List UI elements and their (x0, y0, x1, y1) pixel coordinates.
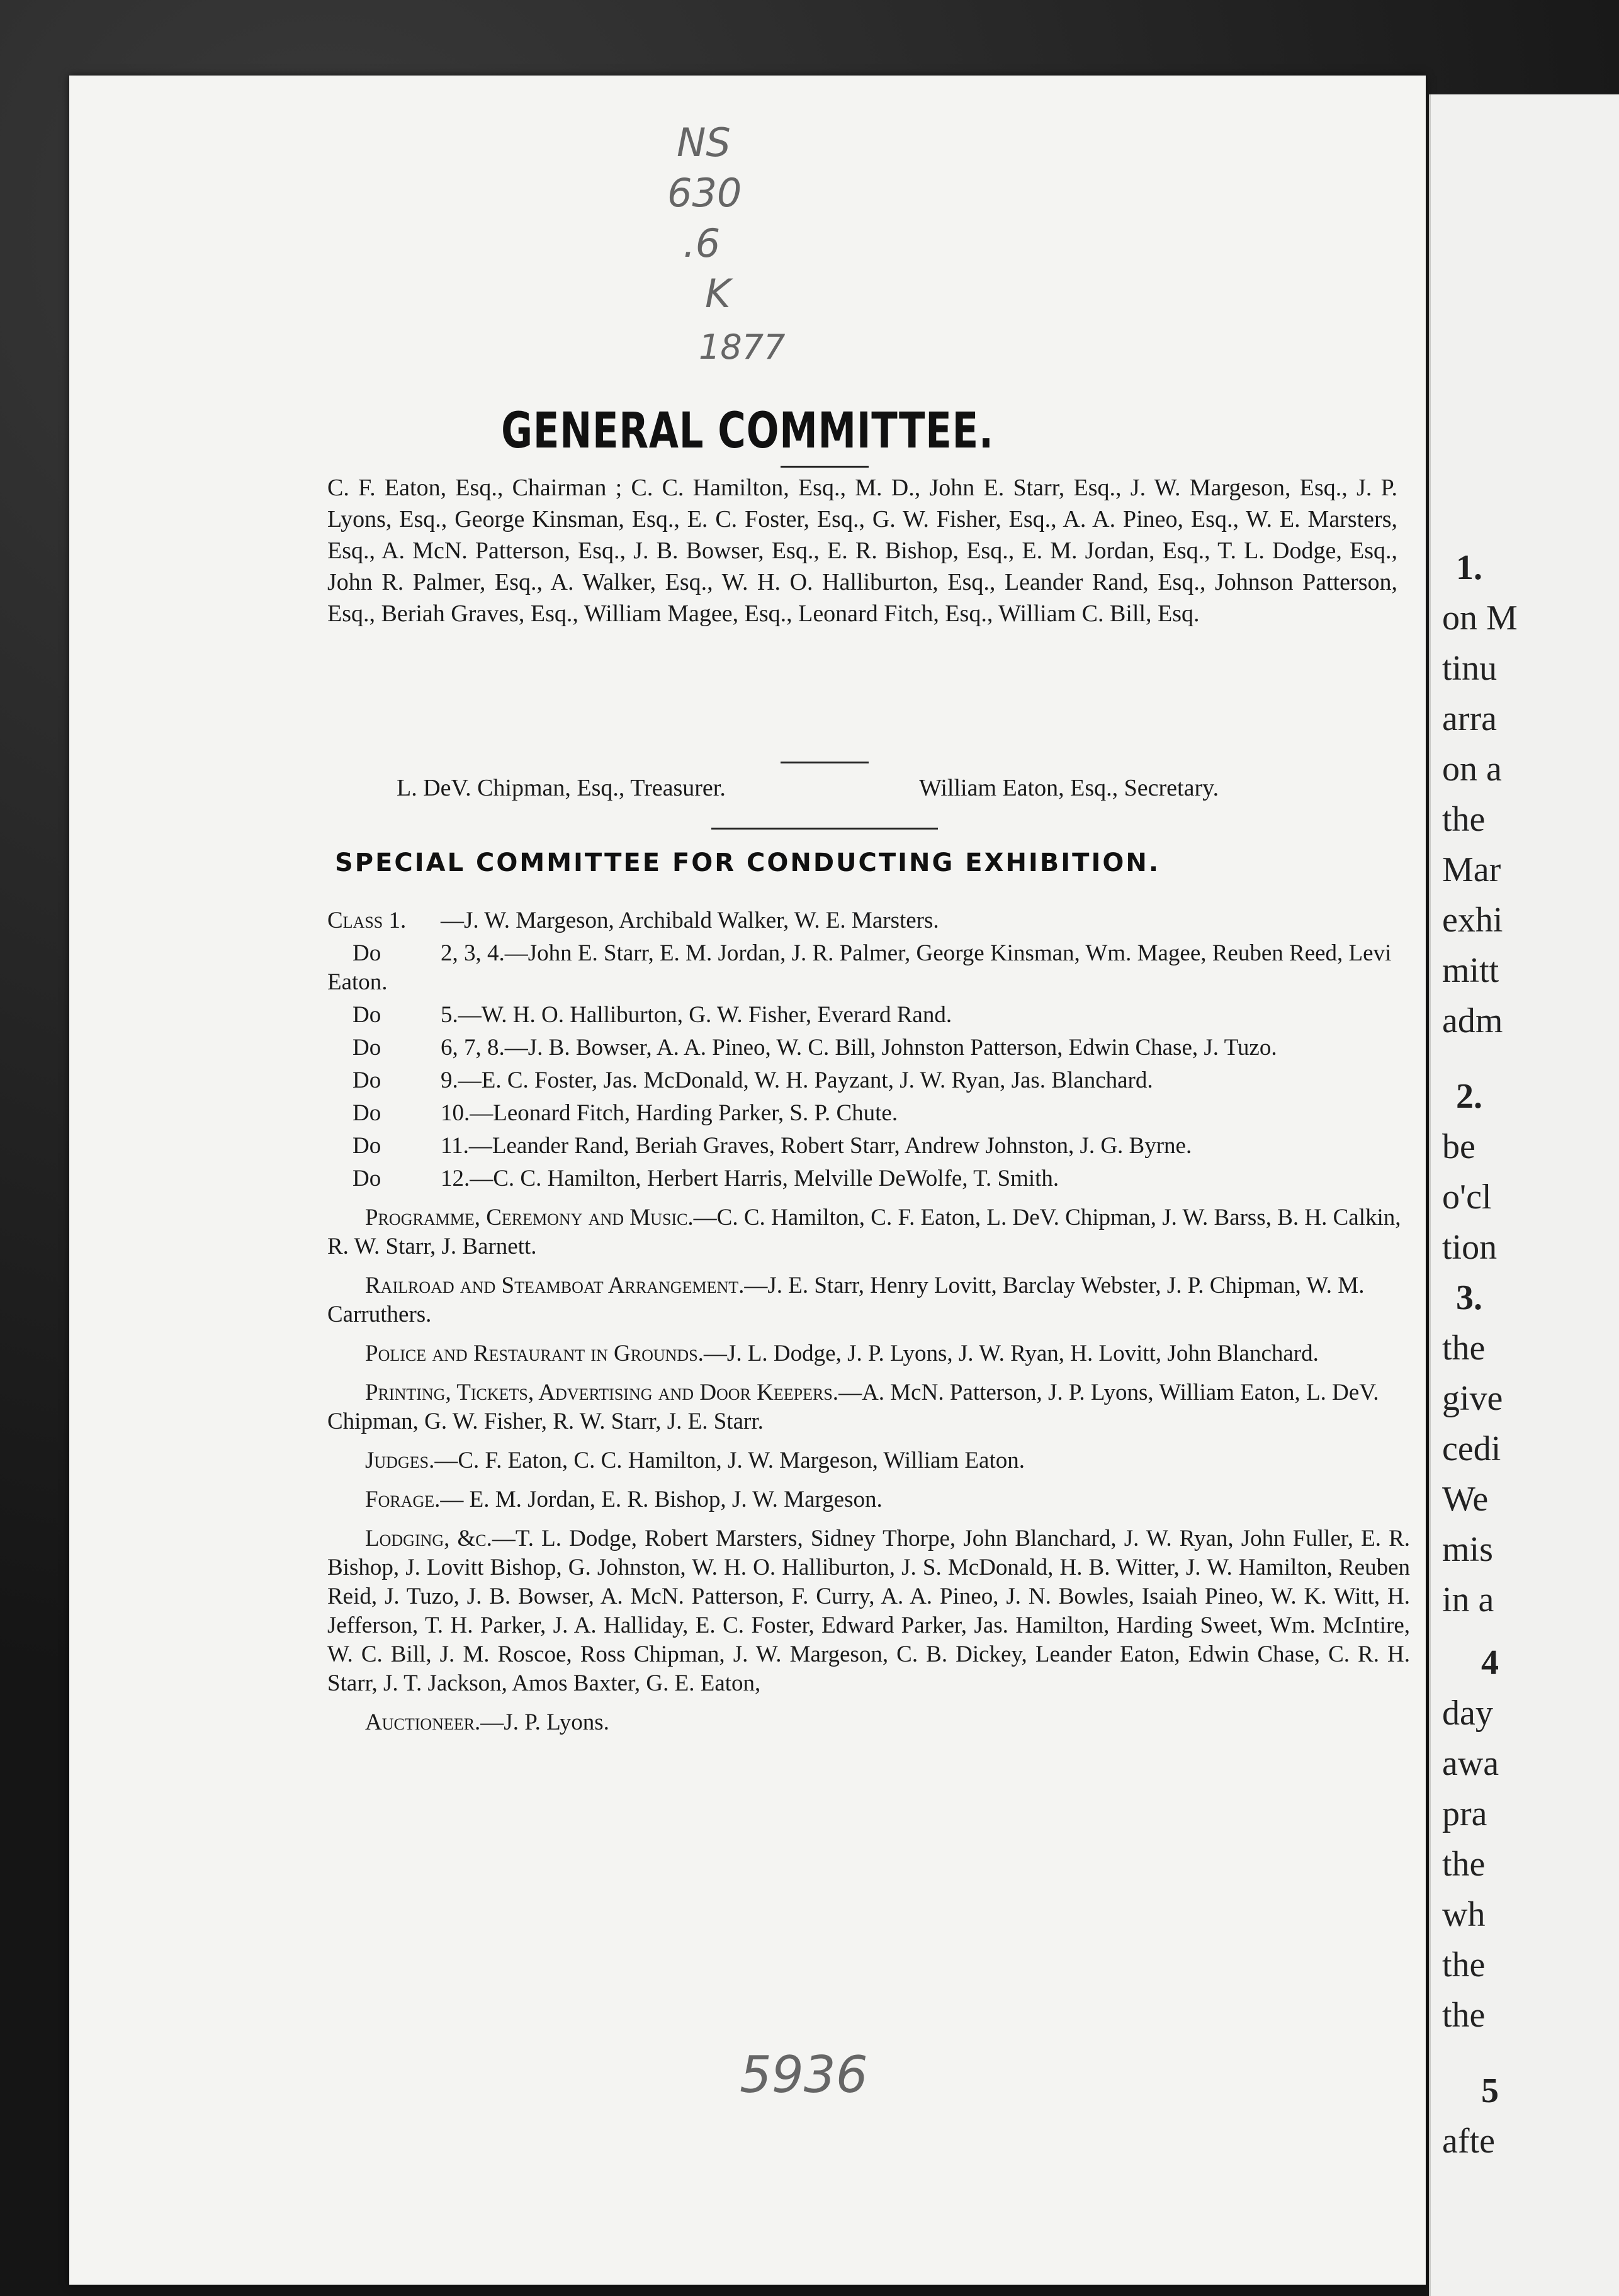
list-item: Class 1. —J. W. Margeson, Archibald Walker, W. E. Marsters. (327, 908, 939, 933)
fragment: wh (1442, 1895, 1486, 1934)
fragment: 2. (1456, 1077, 1482, 1116)
members-rule (781, 762, 869, 763)
fragment: awa (1442, 1744, 1499, 1783)
treasurer: L. DeV. Chipman, Esq., Treasurer. (397, 775, 726, 801)
special-committee-list (327, 906, 1410, 1737)
fragment: give (1442, 1379, 1503, 1418)
fragment: cedi (1442, 1429, 1501, 1468)
fragment: on a (1442, 750, 1502, 789)
fragment: tinu (1442, 649, 1498, 688)
general-committee-members: C. F. Eaton, Esq., Chairman ; C. C. Hamilton, Esq., M. D., John E. Starr, Esq., J. W. Margeson, Esq., J. P. Lyons, Esq., George Kinsman, Esq., E. C. Foster, Esq., G. W. Fisher, Esq., A. A. Pineo, Esq., W. E. Marsters, Esq., A. McN. Patterson, Esq., J. B. Bowser, Esq., E. R. Bishop, Esq., E. M. Jordan, Esq., T. L. Dodge, Esq., John R. Palmer, Esq., A. Walker, Esq., W. H. O. Halliburton, Esq., Leander Rand, Esq., Johnson Patterson, Esq., Beriah Graves, Esq., William Magee, Esq., Leonard Fitch, Esq., William C. Bill, Esq. (327, 475, 1397, 627)
subcommittee-lodging: Lodging, &c.—T. L. Dodge, Robert Marsters, Sidney Thorpe, John Blanchard, J. W. Ryan, John Fuller, E. R. Bishop, J. Lovitt Bishop, G. Johnston, W. H. O. Halliburton, J. S. McDonald, H. B. Witter, J. W. Hamilton, Reuben Reid, J. Tuzo, J. B. Bowser, A. McN. Patterson, F. Curry, A. A. Pineo, J. N. Bowles, Isaiah Pineo, W. K. Witt, H. Jefferson, T. H. Parker, J. A. Halliday, E. C. Foster, Edward Parker, Jas. Hamilton, Harding Sweet, Wm. McIntire, W. C. Bill, J. M. Roscoe, Ross Chipman, J. W. Margeson, C. B. Dickey, Leander Eaton, Edwin Chase, C. R. H. Starr, J. T. Jackson, Amos Baxter, G. E. Eaton, (327, 1526, 1411, 1696)
handwritten-note-ns: NS (677, 120, 731, 166)
fragment: 4 (1481, 1643, 1499, 1682)
fragment: Mar (1442, 850, 1501, 889)
right-page-edge (1429, 94, 1619, 2296)
list-item: Do 5.—W. H. O. Halliburton, G. W. Fisher, Everard Rand. (353, 1002, 952, 1028)
list-item: Do 10.—Leonard Fitch, Harding Parker, S. P. Chute. (353, 1100, 898, 1126)
list-item: Do 11.—Leander Rand, Beriah Graves, Robert Starr, Andrew Johnston, J. G. Byrne. (353, 1133, 1192, 1159)
left-page (69, 76, 1426, 2285)
list-item: Do 12.—C. C. Hamilton, Herbert Harris, Melville DeWolfe, T. Smith. (353, 1166, 1059, 1191)
fragment: We (1442, 1480, 1489, 1519)
fragment: the (1442, 1329, 1486, 1368)
secretary: William Eaton, Esq., Secretary. (919, 775, 1219, 801)
title-rule (781, 466, 869, 468)
fragment: the (1442, 1996, 1486, 2035)
subcommittee-forage: Forage.— E. M. Jordan, E. R. Bishop, J. W. Margeson. (365, 1487, 883, 1512)
subcommittee-printing: Printing, Tickets, Advertising and Door Keepers.—A. McN. Patterson, J. P. Lyons, William Eaton, L. DeV. Chipman, G. W. Fisher, R. W. Starr, J. E. Starr. (327, 1380, 1379, 1434)
subcommittee-railroad: Railroad and Steamboat Arrangement.—J. E. Starr, Henry Lovitt, Barclay Webster, J. P. Chipman, W. M. Carruthers. (327, 1273, 1365, 1327)
fragment: afte (1442, 2122, 1495, 2161)
list-item: Do 2, 3, 4.—John E. Starr, E. M. Jordan, J. R. Palmer, George Kinsman, Wm. Magee, Reuben Reed, Levi Eaton. (327, 940, 1392, 995)
subcommittee-auctioneer: Auctioneer.—J. P. Lyons. (365, 1709, 609, 1735)
fragment: in a (1442, 1580, 1494, 1619)
fragment: the (1442, 1945, 1486, 1984)
fragment: 5 (1481, 2071, 1499, 2110)
fragment: exhi (1442, 901, 1503, 940)
subcommittee-programme: Programme, Ceremony and Music.—C. C. Hamilton, C. F. Eaton, L. DeV. Chipman, J. W. Barss, B. H. Calkin, R. W. Starr, J. Barnett. (327, 1205, 1401, 1259)
fragment: be (1442, 1127, 1475, 1166)
fragment: the (1442, 1845, 1486, 1884)
handwritten-note-6: .6 (683, 220, 721, 266)
fragment: mis (1442, 1530, 1493, 1569)
handwritten-note-k: K (705, 271, 731, 317)
list-item: Do 9.—E. C. Foster, Jas. McDonald, W. H. Payzant, J. W. Ryan, Jas. Blanchard. (353, 1067, 1153, 1093)
fragment: day (1442, 1694, 1493, 1733)
fragment: tion (1442, 1228, 1498, 1267)
fragment: 3. (1456, 1278, 1482, 1317)
handwritten-catalog-number: 5936 (740, 2046, 868, 2104)
subcommittee-judges: Judges.—C. F. Eaton, C. C. Hamilton, J. W. Margeson, William Eaton. (365, 1448, 1025, 1473)
handwritten-note-630: 630 (667, 170, 742, 216)
fragment: pra (1442, 1794, 1487, 1833)
list-item: Do 6, 7, 8.—J. B. Bowser, A. A. Pineo, W. C. Bill, Johnston Patterson, Edwin Chase, J. Tuzo. (353, 1035, 1277, 1061)
fragment: 1. (1456, 548, 1482, 587)
handwritten-note-1877: 1877 (699, 327, 786, 367)
fragment: mitt (1442, 951, 1499, 990)
officers-rule (711, 828, 938, 830)
fragment: adm (1442, 1001, 1503, 1040)
special-committee-title: SPECIAL COMMITTEE FOR CONDUCTING EXHIBITION. (334, 848, 1161, 877)
fragment: o'cl (1442, 1178, 1492, 1217)
page-title: GENERAL COMMITTEE. (501, 403, 994, 459)
fragment: arra (1442, 699, 1498, 738)
subcommittee-police: Police and Restaurant in Grounds.—J. L. Dodge, J. P. Lyons, J. W. Ryan, H. Lovitt, John Blanchard. (365, 1341, 1319, 1366)
fragment: on M (1442, 599, 1518, 638)
fragment: the (1442, 800, 1486, 839)
